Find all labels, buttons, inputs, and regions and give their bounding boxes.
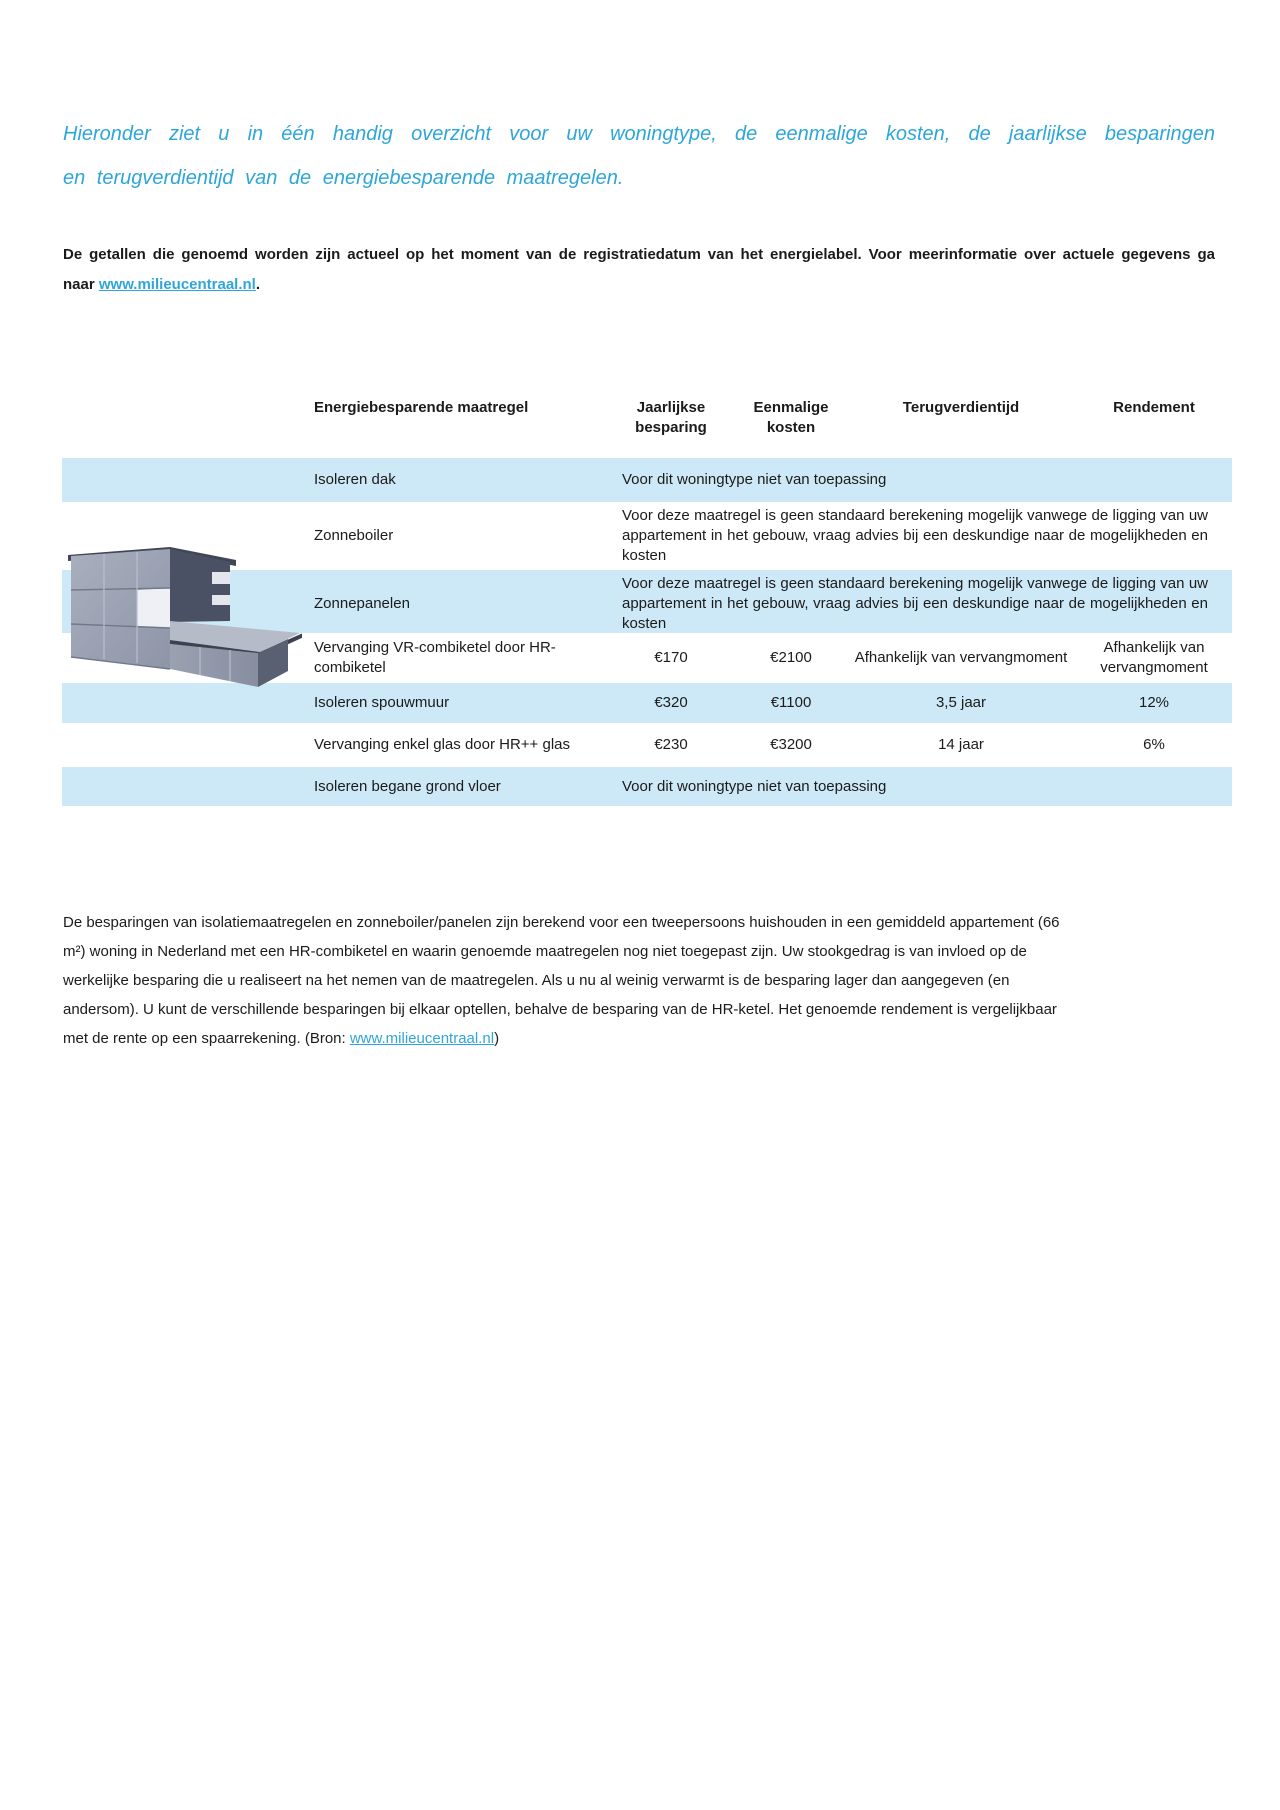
row-message: Voor dit woningtype niet van toepassing	[622, 777, 887, 795]
one-time-cost-value: €3200	[770, 736, 812, 753]
intro-line2	[63, 270, 1215, 300]
footer-milieucentraal-link[interactable]: www.milieucentraal.nl	[349, 1030, 495, 1047]
intro-line2-prefix: naar	[63, 276, 99, 293]
payback-period-value: Afhankelijk van vervangmoment	[854, 649, 1068, 666]
return-rate-value: Afhankelijk van vervangmoment	[1100, 639, 1208, 676]
footer-text: De besparingen van isolatiemaatregelen en zonneboiler/panelen zijn berekend voor een tweepersoons huishouden in een gemiddeld appartement (66 m²) woning in Nederland met een HR-combiketel en waarin genoemde maatregelen nog niet toegepast zijn. Uw stookgedrag is van invloed op de werkelijke besparing die u realiseert na het nemen van de maatregelen. Als u nu al weinig verwarmt is de besparing lager dan aangegeven (en andersom). U kunt de verschillende besparingen bij elkaar optellen, behalve de besparing van de HR-ketel. Het genoemde rendement is vergelijkbaar met de rente op een spaarrekening. (Bron:	[63, 914, 1060, 1047]
annual-saving-value: €230	[654, 736, 688, 753]
header-measure: Energiebesparende maatregel	[314, 399, 529, 416]
annual-saving-value: €170	[654, 649, 688, 666]
row-message: Voor deze maatregel is geen standaard berekening mogelijk vanwege de ligging van uw appartement in het gebouw, vraag advies bij een deskundige naar de mogelijkheden en kosten	[622, 507, 1208, 564]
table-header-row	[62, 398, 1232, 458]
payback-period-value: 3,5 jaar	[935, 694, 987, 711]
header-one-time-cost: Eenmalige kosten	[753, 399, 829, 436]
intro-paragraph	[63, 240, 1215, 300]
intro-line1: De getallen die genoemd worden zijn actueel op het moment van de registratiedatum van het energielabel. Voor meerinformatie over actuele gegevens ga	[63, 246, 1215, 263]
intro-suffix: .	[255, 276, 261, 293]
balcony-slab	[212, 595, 230, 605]
page-heading-line2: en terugverdientijd van de energiebesparende maatregelen.	[63, 167, 624, 189]
milieucentraal-link[interactable]: www.milieucentraal.nl	[98, 276, 256, 293]
measure-name: Vervanging enkel glas door HR++ glas	[314, 736, 570, 753]
return-rate-value: 6%	[1143, 736, 1165, 753]
header-annual-saving: Jaarlijkse besparing	[635, 399, 707, 436]
row-message: Voor dit woningtype niet van toepassing	[622, 471, 887, 488]
row-message: Voor deze maatregel is geen standaard berekening mogelijk vanwege de ligging van uw appartement in het gebouw, vraag advies bij een deskundige naar de mogelijkheden en kosten	[622, 575, 1208, 632]
measure-name: Zonnepanelen	[314, 595, 410, 612]
balcony-slab	[212, 572, 230, 584]
measure-name: Vervanging VR-combiketel door HR-combiketel	[314, 639, 556, 676]
annual-saving-value: €320	[654, 694, 688, 711]
page-heading-line1: Hieronder ziet u in één handig overzicht voor uw woningtype, de eenmalige kosten, de jaarlijkse besparingen	[63, 123, 1215, 145]
page-heading	[63, 112, 1215, 200]
measure-name: Isoleren dak	[314, 471, 396, 488]
footer-paragraph	[63, 908, 1073, 1053]
table-row	[62, 723, 1232, 767]
highlighted-dwelling-panel	[137, 588, 170, 628]
one-time-cost-value: €1100	[770, 694, 812, 711]
measure-name: Isoleren begane grond vloer	[314, 777, 501, 795]
measure-name: Zonneboiler	[314, 527, 394, 544]
header-payback-period: Terugverdientijd	[902, 399, 1020, 416]
header-return-rate: Rendement	[1113, 399, 1195, 416]
measure-name: Isoleren spouwmuur	[314, 694, 450, 711]
footer-suffix: )	[494, 1030, 500, 1047]
return-rate-value: 12%	[1138, 694, 1170, 711]
table-row	[62, 767, 1232, 806]
table-row	[62, 458, 1232, 502]
one-time-cost-value: €2100	[770, 649, 812, 666]
payback-period-value: 14 jaar	[938, 736, 984, 753]
apartment-building-illustration	[62, 545, 302, 703]
